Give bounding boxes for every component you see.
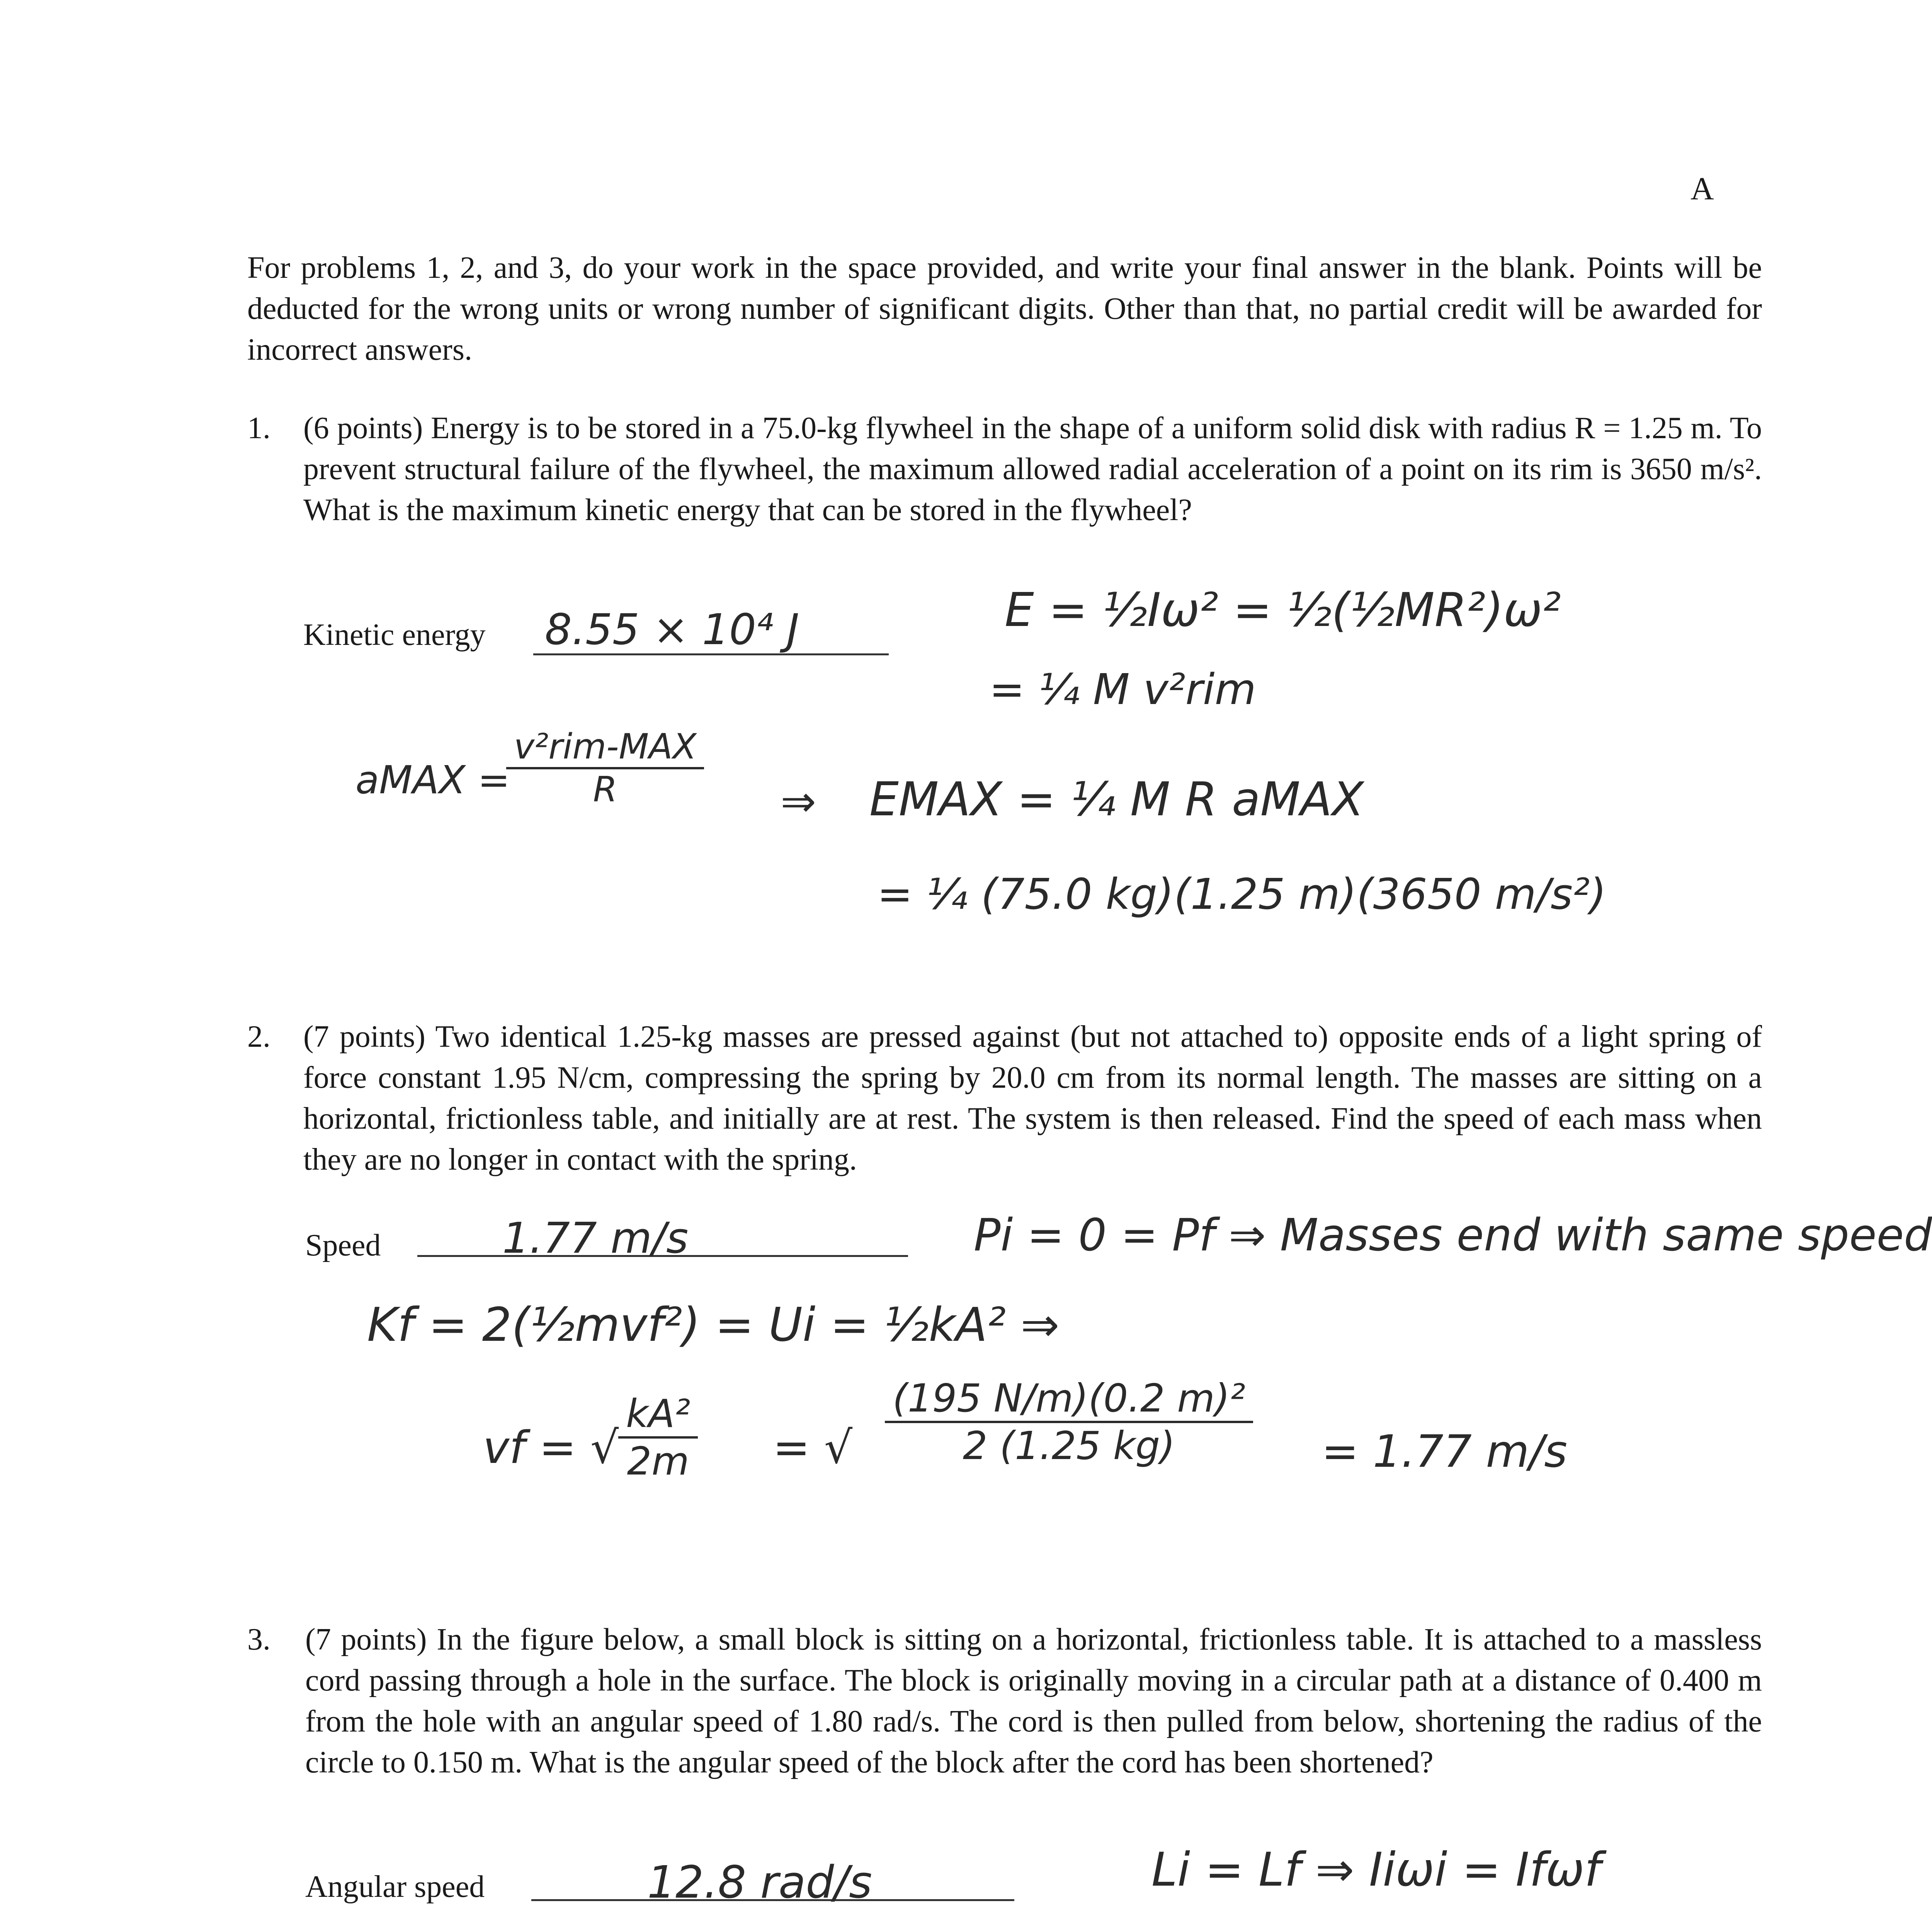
p1-energy-formula: E = ½Iω² = ½(½MR²)ω² (1005, 583, 1561, 637)
p1-emax: EMAX = ¼ M R aMAX (869, 773, 1364, 827)
problem-3-text: (7 points) In the figure below, a small block is sitting on a horizontal, frictionless table. It is attached to a massless cord passing through a hole in the surface. The block is originally moving in a circular path at a distance of 0.400 m from the hole with an angular speed of 1.80 rad/s. The cord is then pulled from below, shortening the radius of the circle to 0.150 m. What is the angular speed of the block after the cord has been shortened? (305, 1622, 1762, 1779)
p2-vf-den: 2m (627, 1439, 689, 1484)
p2-vf-lhs: vf = √ (483, 1422, 619, 1474)
instructions: For problems 1, 2, and 3, do your work in the space provided, and write your final answer in the blank. Points will be deducted for the wrong units or wrong number of significant digits. Other than that, no partial credit will be awarded for incorrect answers. (247, 251, 1762, 367)
p2-sub-den: 2 (1.25 kg) (963, 1423, 1175, 1468)
problem-1-text: (6 points) Energy is to be stored in a 75.0-kg flywheel in the shape of a uniform solid disk with radius R = 1.25 m. To prevent structural failure of the flywheel, the maximum allowed radial acceleration of a point on its rim is 3650 m/s². What is the maximum kinetic energy that can be stored in the flywheel? (303, 411, 1762, 527)
p2-substitution-fraction (885, 1376, 1253, 1468)
problem-3-answer-label: Angular speed (305, 1870, 485, 1904)
problem-3-answer: 12.8 rad/s (647, 1857, 872, 1908)
version-letter: A (1690, 171, 1714, 207)
problem-1-number: 1. (247, 411, 270, 445)
p3-conservation: Li = Lf ⇒ Iiωi = Ifωf (1151, 1843, 1601, 1897)
problem-2-answer-label: Speed (305, 1228, 381, 1262)
problem-2-number: 2. (247, 1020, 270, 1054)
problem-1-answer-blank (533, 605, 889, 655)
problem-1-answer: 8.55 × 10⁴ J (545, 605, 799, 654)
p2-energy: Kf = 2(½mvf²) = Ui = ½kA² ⇒ (367, 1298, 1060, 1352)
p1-amax-lhs: aMAX = (355, 757, 510, 803)
problem-3-answer-blank (531, 1857, 1014, 1908)
problem-2-text: (7 points) Two identical 1.25-kg masses are pressed against (but not attached to) opposite ends of a light spring of force constant 1.95 N/cm, compressing the spring by 20.0 cm from its normal length. The masses are sitting on a horizontal, frictionless table, and initially are at rest. The system is then released. Find the speed of each mass when they are no longer in contact with the spring. (303, 1020, 1762, 1177)
problem-3-number: 3. (247, 1622, 270, 1656)
p2-result: = 1.77 m/s (1321, 1426, 1568, 1478)
p2-eq-root: = √ (773, 1422, 853, 1474)
problem-2-answer-blank (417, 1213, 908, 1263)
p1-energy-rim: = ¼ M v²rim (989, 665, 1256, 714)
p1-implies-arrow: ⇒ (781, 777, 816, 826)
p2-momentum: Pi = 0 = Pf ⇒ Masses end with same speed (974, 1209, 1932, 1261)
p1-amax-num: v²rim-MAX (506, 726, 704, 769)
p2-vf-fraction (618, 1391, 698, 1484)
problem-2-answer: 1.77 m/s (502, 1213, 689, 1263)
p2-vf-num: kA² (618, 1391, 698, 1439)
problem-1-answer-label: Kinetic energy (303, 618, 486, 652)
p1-amax-fraction (506, 726, 704, 810)
p2-sub-num: (195 N/m)(0.2 m)² (885, 1376, 1253, 1423)
p1-substitution: = ¼ (75.0 kg)(1.25 m)(3650 m/s²) (877, 869, 1607, 919)
p1-amax-den: R (593, 769, 617, 810)
